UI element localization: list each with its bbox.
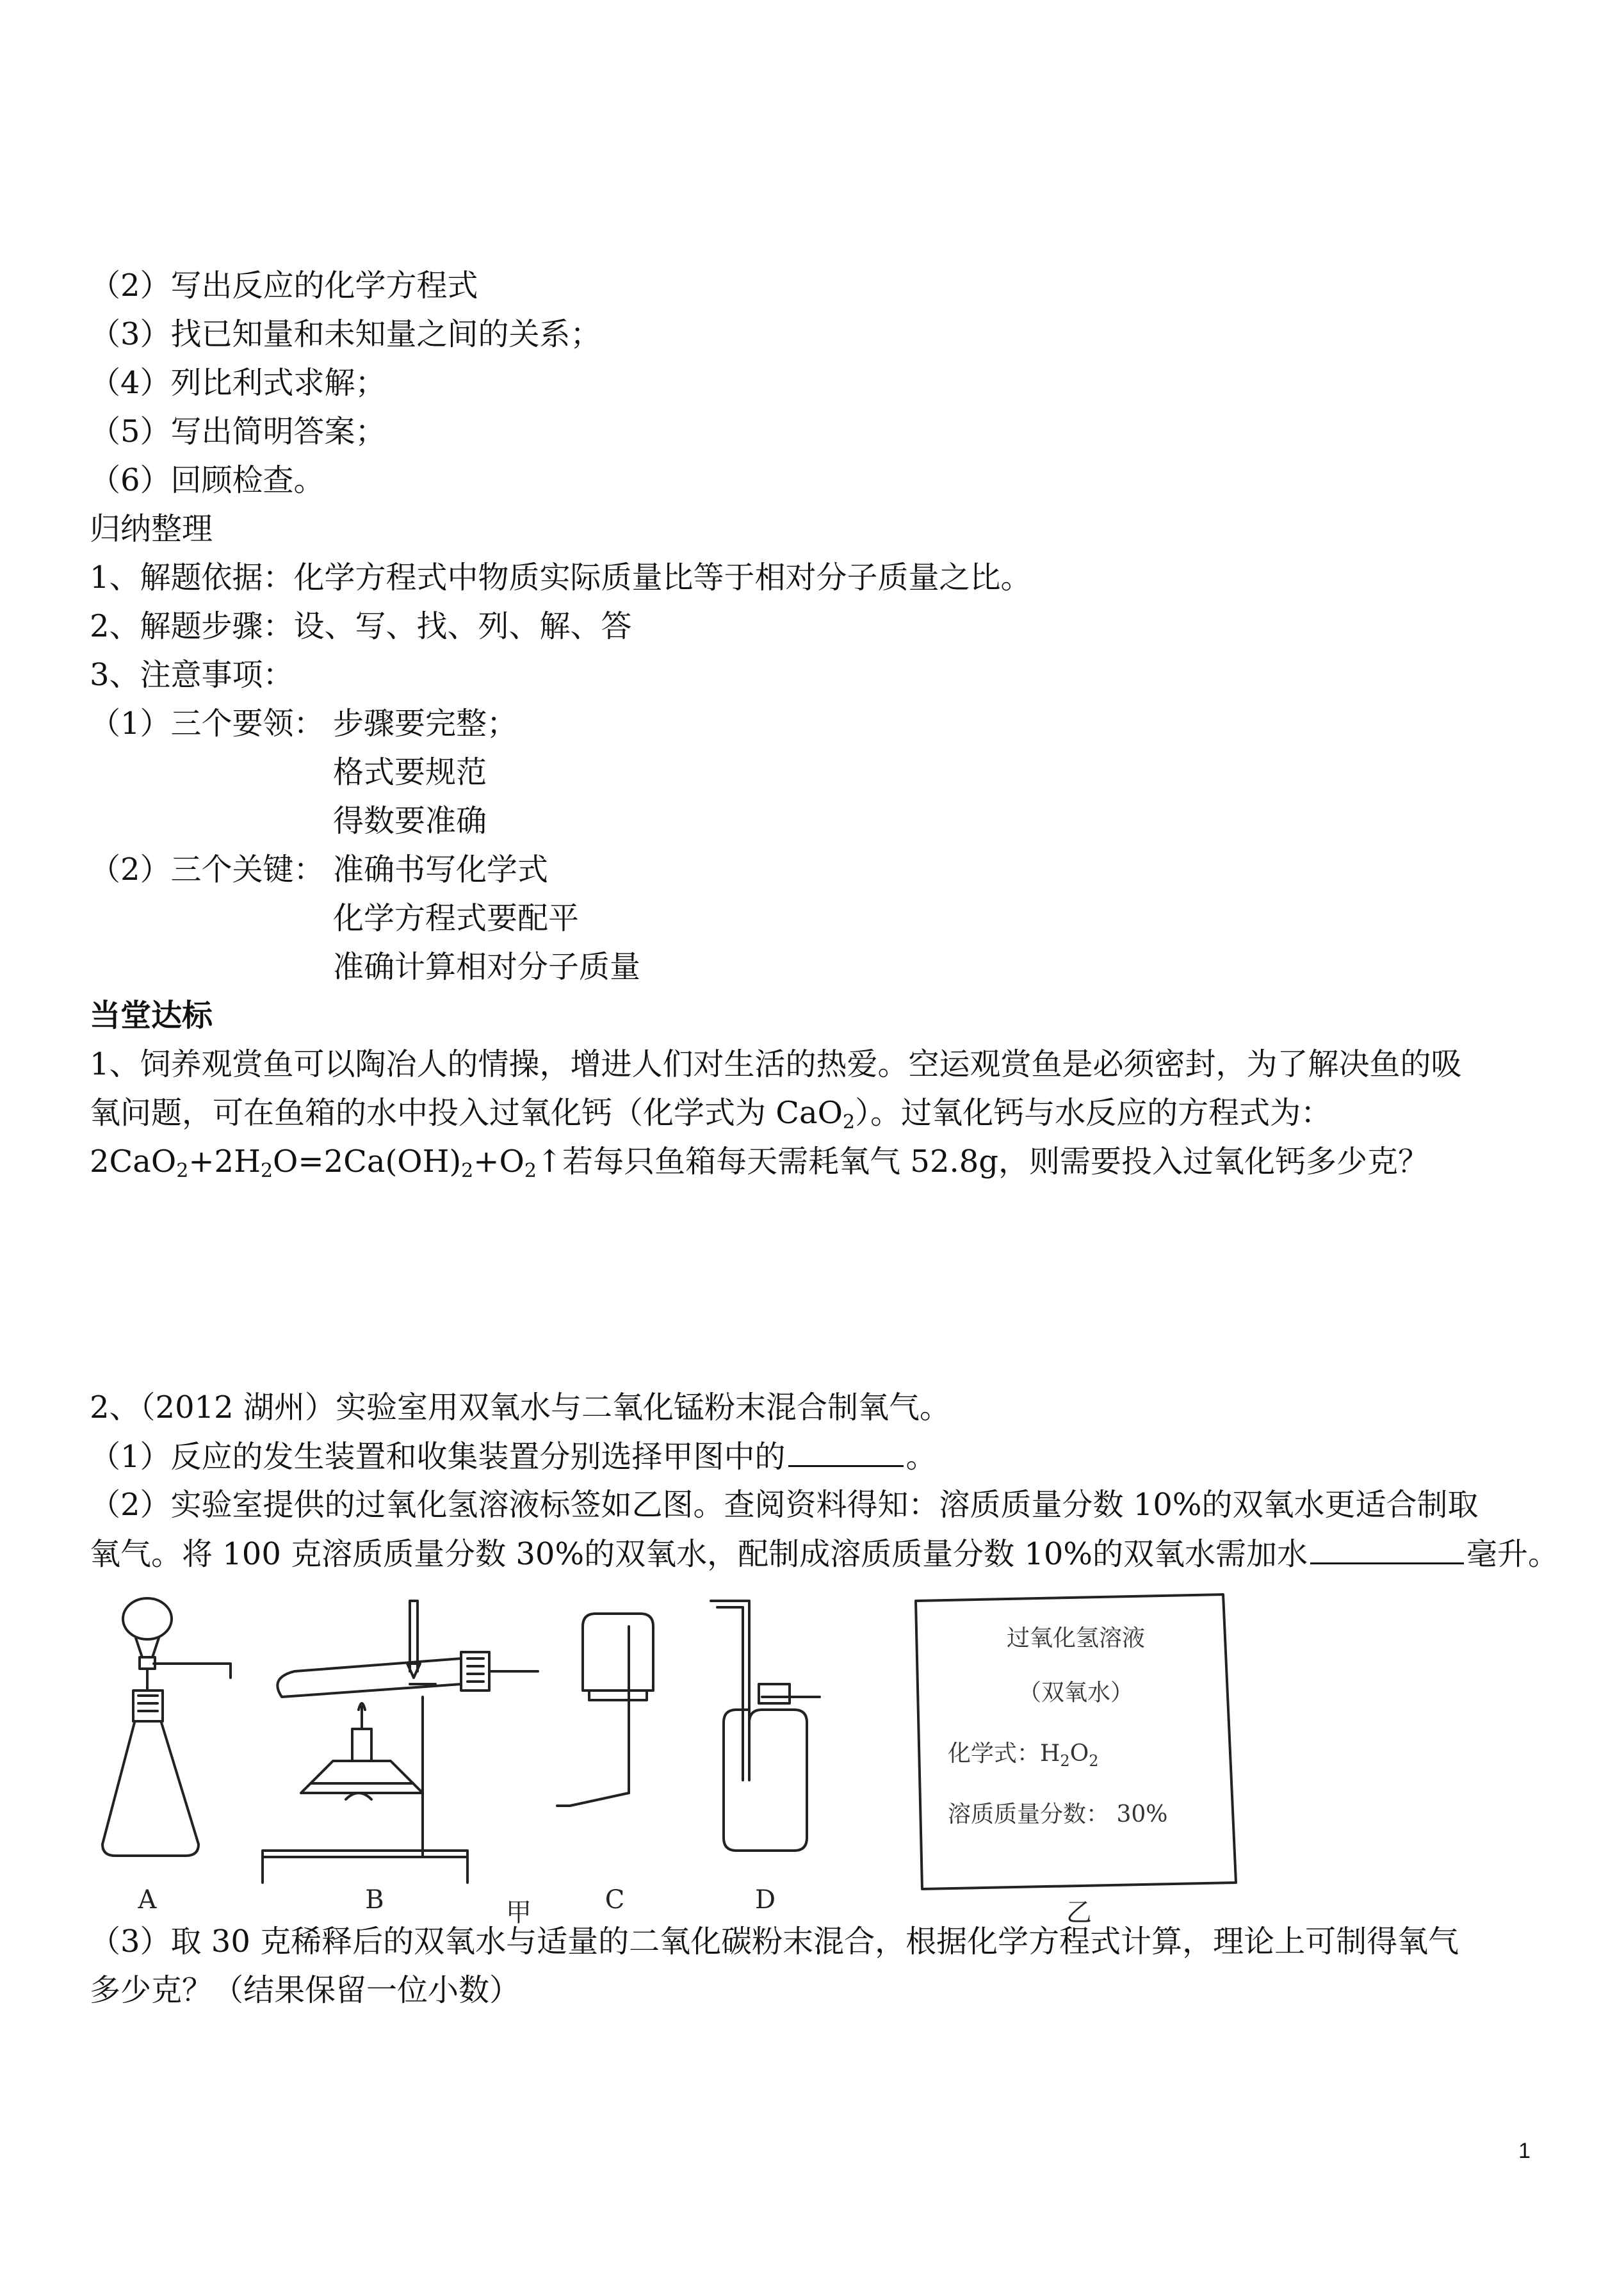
summary-steps: 2、解题步骤：设、写、找、列、解、答 [90, 608, 632, 644]
eq-sub: 2 [461, 1160, 474, 1182]
q1-line1: 1、饲养观赏鱼可以陶冶人的情操，增进人们对生活的热爱。空运观赏鱼是必须密封，为了解决鱼的吸 [90, 1046, 1462, 1082]
q2-part2-end: 毫升。 [1466, 1536, 1559, 1572]
q1-line2-sub: 2 [842, 1111, 856, 1133]
apparatus-b-heating [263, 1601, 538, 1883]
eq-part: O=2Ca(OH) [273, 1144, 462, 1180]
q1-line2 [90, 1092, 1331, 1143]
q2-intro: 2、（2012 湖州）实验室用双氧水与二氧化锰粉末混合制氧气。 [90, 1390, 950, 1425]
q2-part1 [90, 1436, 937, 1477]
q2-part3-line2: 多少克？（结果保留一位小数） [90, 1972, 521, 2008]
q1-equation [90, 1141, 1429, 1192]
eq-tail: ↑若每只鱼箱每天需耗氧气 52.8g，则需要投入过氧化钙多少克？ [536, 1144, 1429, 1180]
essential-item: 步骤要完整； [333, 706, 518, 742]
step-4: （4）列比利式求解； [90, 365, 386, 401]
key-item: 准确书写化学式 [333, 852, 549, 888]
q1-line2-post: ）。过氧化钙与水反应的方程式为： [855, 1095, 1332, 1131]
formula-label: 化学式： [948, 1740, 1041, 1767]
keys-label: （2）三个关键： [90, 852, 325, 888]
page-number: 1 [1518, 2139, 1531, 2163]
q1-line2-pre: 氧问题，可在鱼箱的水中投入过氧化钙（化学式为 CaO [90, 1095, 843, 1131]
q2-part1-text: （1）反应的发生装置和收集装置分别选择甲图中的 [90, 1439, 786, 1475]
formula-h: H [1040, 1740, 1060, 1767]
answer-blank[interactable] [1310, 1533, 1464, 1564]
q2-part2-text: 氧气。将 100 克溶质质量分数 30%的双氧水，配制成溶质质量分数 10%的双氧水需加水 [90, 1536, 1308, 1572]
card-formula [948, 1740, 1099, 1770]
apparatus-c-collection [557, 1614, 653, 1806]
step-3: （3）找已知量和未知量之间的关系； [90, 316, 601, 352]
q2-part2-line1: （2）实验室提供的过氧化氢溶液标签如乙图。查阅资料得知：溶质质量分数 10%的双氧水更适合制取 [90, 1487, 1479, 1523]
q2-part1-end: 。 [905, 1439, 937, 1475]
eq-sub: 2 [524, 1160, 537, 1182]
label-b: B [365, 1885, 384, 1915]
key-item: 化学方程式要配平 [333, 900, 580, 936]
essential-item: 得数要准确 [333, 803, 487, 839]
card-concentration: 溶质质量分数： 30% [948, 1801, 1168, 1828]
summary-basis: 1、解题依据：化学方程式中物质实际质量比等于相对分子质量之比。 [90, 560, 1032, 596]
apparatus-a-flask [102, 1598, 231, 1856]
formula-sub: 2 [1089, 1752, 1099, 1770]
eq-part: +O [473, 1144, 524, 1180]
apparatus-figure [90, 1588, 1255, 1927]
eq-part: +2H [188, 1144, 261, 1180]
card-line2: （双氧水） [1018, 1680, 1134, 1706]
formula-o: O [1069, 1740, 1089, 1767]
essential-item: 格式要规范 [333, 754, 487, 790]
label-yi: 乙 [1066, 1898, 1092, 1927]
step-2: （2）写出反应的化学方程式 [90, 268, 478, 304]
eq-sub: 2 [176, 1160, 189, 1182]
label-a: A [138, 1885, 157, 1915]
label-c: C [605, 1885, 625, 1915]
summary-notes-title: 3、注意事项： [90, 657, 294, 693]
card-line1: 过氧化氢溶液 [1006, 1625, 1146, 1651]
q2-part2-line2 [90, 1533, 1559, 1575]
q2-part3-line1: （3）取 30 克稀释后的双氧水与适量的二氧化碳粉末混合，根据化学方程式计算，理论上可制得氧气 [90, 1924, 1459, 1959]
step-5: （5）写出简明答案； [90, 414, 386, 450]
essentials-label: （1）三个要领： [90, 706, 325, 742]
formula-sub: 2 [1060, 1752, 1070, 1770]
apparatus-d-bottle [711, 1601, 820, 1851]
step-6: （6）回顾检查。 [90, 462, 325, 498]
key-item: 准确计算相对分子质量 [333, 949, 641, 985]
eq-part: 2CaO [90, 1144, 177, 1180]
exercise-heading: 当堂达标 [90, 998, 213, 1034]
label-d: D [754, 1885, 776, 1915]
label-jia: 甲 [506, 1898, 532, 1927]
eq-sub: 2 [260, 1160, 273, 1182]
summary-title: 归纳整理 [90, 511, 213, 547]
answer-blank[interactable] [788, 1436, 904, 1467]
